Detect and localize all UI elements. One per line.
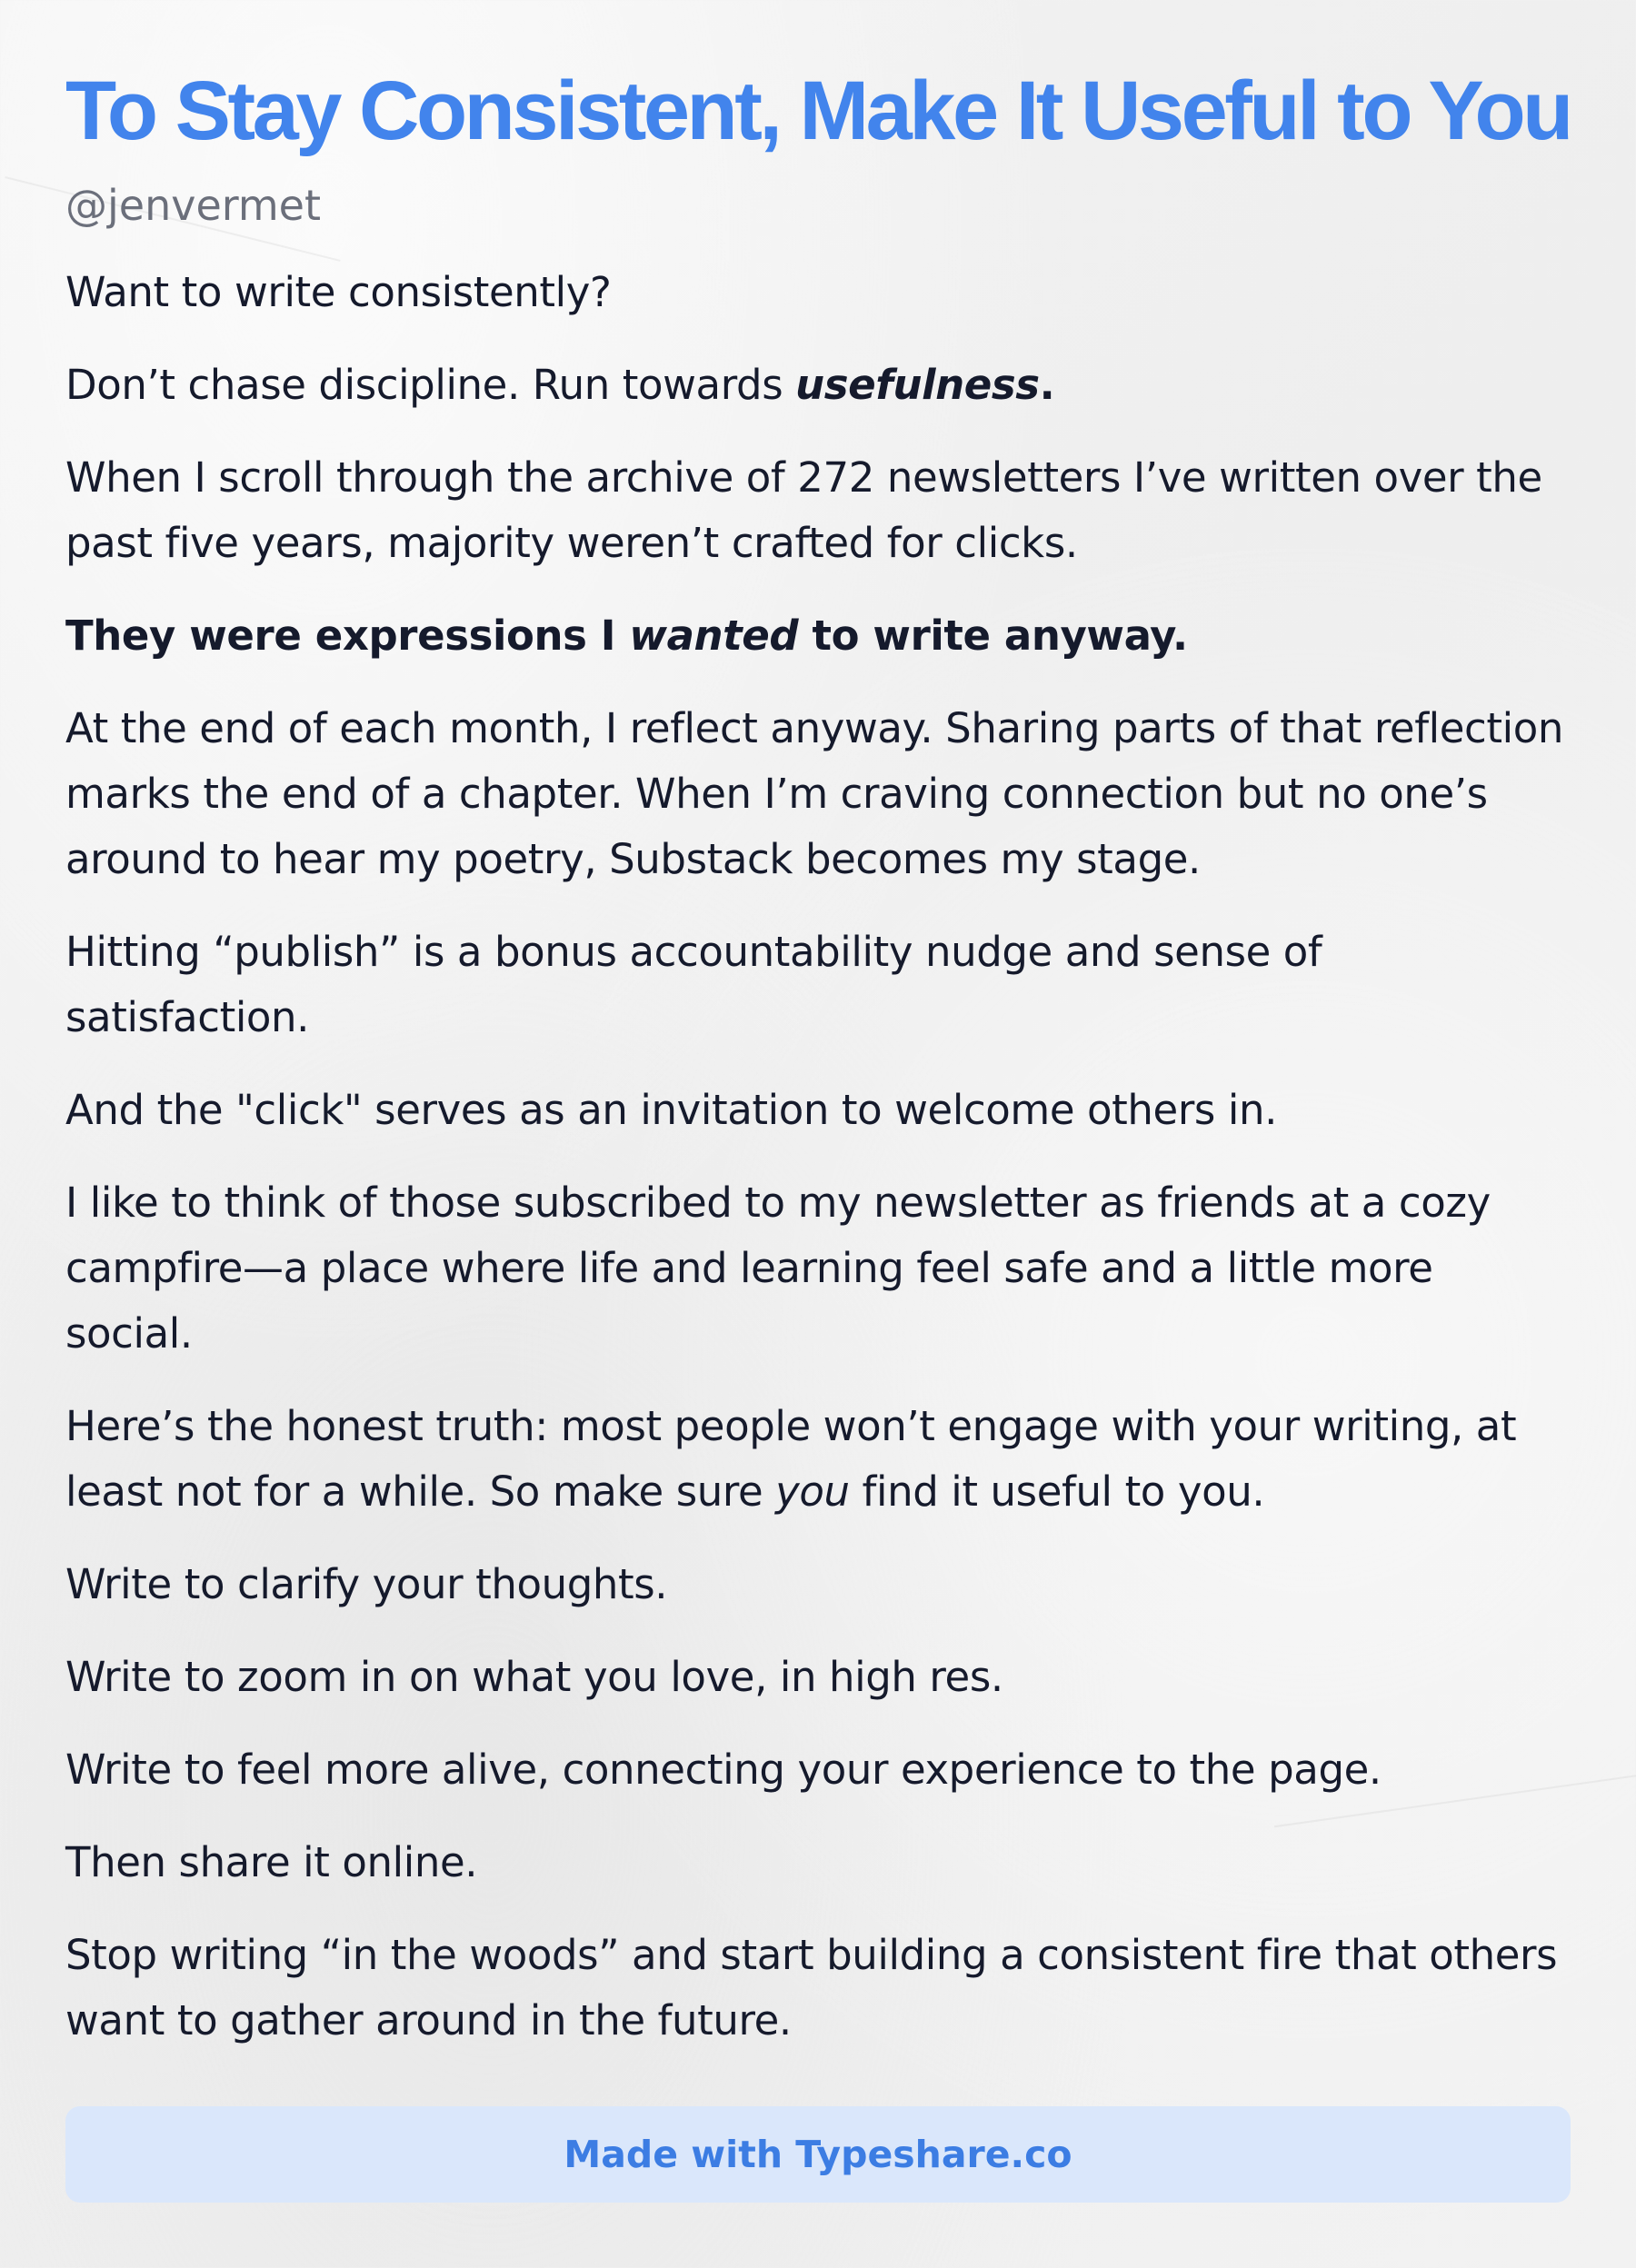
paragraph-text: .	[1039, 361, 1055, 410]
paragraph-text: Here’s the honest truth: most people won’t engage with your writing, at least not for a while. So make sure	[65, 1402, 1517, 1517]
paragraph	[65, 603, 1571, 669]
paragraph: Write to zoom in on what you love, in high res.	[65, 1653, 1003, 1702]
paragraph-text: Don’t chase discipline. Run towards	[65, 361, 796, 410]
paragraph: When I scroll through the archive of 272 newsletters I’ve written over the past five years, majority weren’t crafted for clicks.	[65, 453, 1542, 568]
paragraph	[65, 1394, 1571, 1525]
paragraph: Then share it online.	[65, 1838, 478, 1887]
paragraph: At the end of each month, I reflect anyway. Sharing parts of that reflection marks the end of a chapter. When I’m craving connection but no one’s around to hear my poetry, Substack becomes my stage.	[65, 704, 1563, 884]
post-title: To Stay Consistent, Make It Useful to You	[65, 65, 1571, 157]
paragraph: I like to think of those subscribed to my newsletter as friends at a cozy campfire—a place where life and learning feel safe and a little more social.	[65, 1179, 1491, 1358]
emphasis-text: usefulness	[795, 361, 1040, 410]
made-with-typeshare-link[interactable]	[65, 2106, 1571, 2203]
paragraph: Write to feel more alive, connecting your experience to the page.	[65, 1746, 1382, 1795]
paragraph: And the "click" serves as an invitation to welcome others in.	[65, 1086, 1278, 1135]
paragraph-text: find it useful to you.	[849, 1467, 1265, 1517]
emphasis-text: you	[775, 1467, 850, 1517]
footer-label: Made with Typeshare.co	[564, 2133, 1072, 2176]
emphasis-text: wanted	[629, 612, 799, 661]
paragraph: Want to write consistently?	[65, 268, 612, 317]
paragraph: Write to clarify your thoughts.	[65, 1560, 668, 1609]
author-handle: @jenvermet	[65, 181, 322, 231]
paragraph-text: They were expressions I	[65, 612, 630, 661]
paragraph-text: to write anyway.	[798, 612, 1188, 661]
paragraph	[65, 353, 1571, 418]
paragraph: Hitting “publish” is a bonus accountability nudge and sense of satisfaction.	[65, 928, 1322, 1042]
post-body	[65, 260, 1571, 2054]
post-card	[65, 65, 1571, 2081]
paragraph: Stop writing “in the woods” and start building a consistent fire that others want to gather around in the future.	[65, 1931, 1558, 2045]
